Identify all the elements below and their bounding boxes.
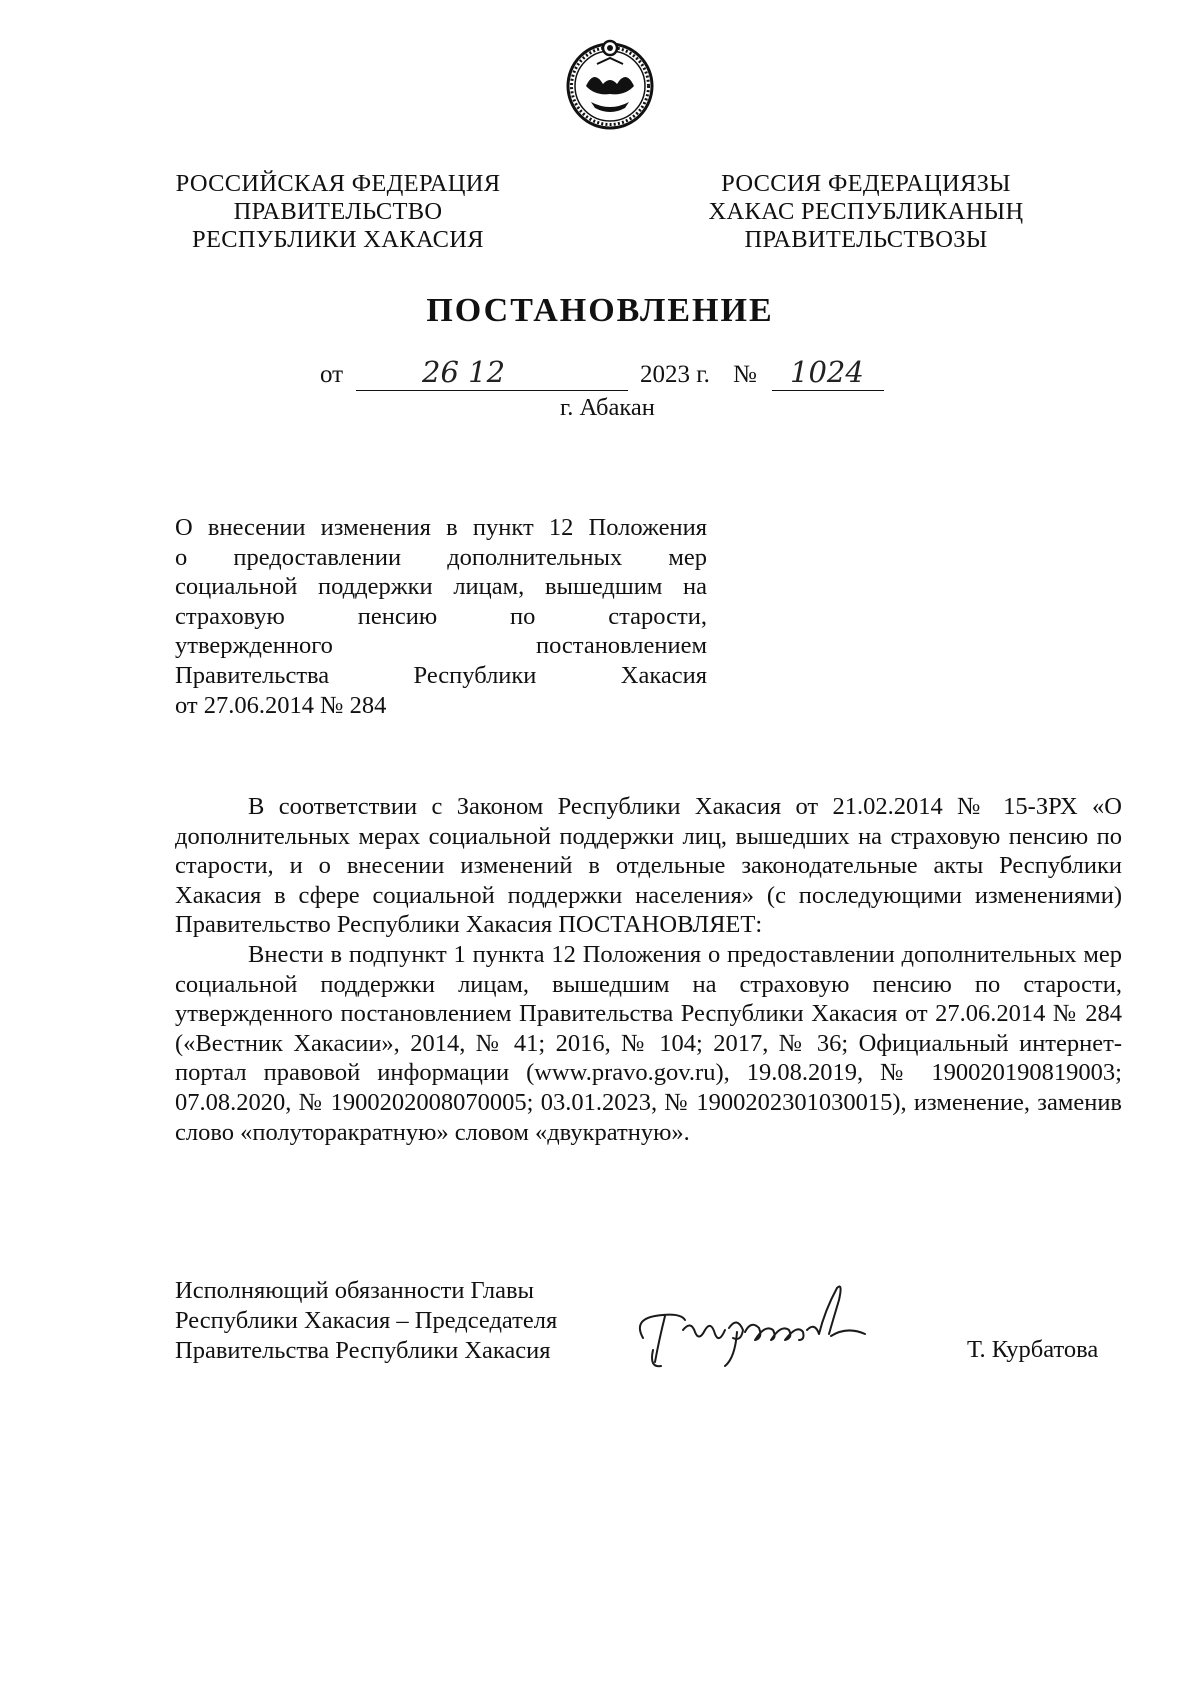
document-type-title: ПОСТАНОВЛЕНИЕ — [426, 292, 774, 329]
signatory-name: Т. Курбатова — [967, 1336, 1099, 1363]
subject-line: О внесении изменения в пункт 12 Положения — [175, 514, 707, 541]
subject-line: страховую пенсию по старости, — [175, 602, 707, 630]
number-underline — [772, 390, 884, 391]
header-right-line: ХАКАС РЕСПУБЛИКАНЫҢ — [708, 198, 1024, 225]
subject-line: от 27.06.2014 № 284 — [175, 691, 387, 719]
header-left-line: РЕСПУБЛИКИ ХАКАСИЯ — [192, 226, 484, 253]
header-right-khakas — [696, 170, 1036, 254]
subject-line: утвержденного постановлением — [175, 632, 707, 660]
subject-block — [175, 513, 707, 720]
date-prefix: от — [320, 361, 344, 388]
coat-of-arms-emblem — [563, 34, 657, 132]
handwritten-signature — [625, 1280, 895, 1380]
body-paragraph: В соответствии с Законом Республики Хакасия от 21.02.2014 № 15-ЗРХ «О дополнительных мерах социальной поддержки лиц, вышедших на страховую пенсию по старости, и о внесении изменений в отдельные законодательные акты Республики Хакасия в сфере социальной поддержки населения» (с последующими изменениями) Правительство Республики Хакасия ПОСТАНОВЛЯЕТ: — [175, 793, 1122, 939]
subject-line: Правительства Республики Хакасия — [175, 661, 707, 689]
header-left-line: РОССИЙСКАЯ ФЕДЕРАЦИЯ — [175, 170, 501, 197]
header-right-line: ПРАВИТЕЛЬСТВОЗЫ — [744, 226, 988, 253]
subject-line: социальной поддержки лицам, вышедшим на — [175, 573, 707, 601]
header-left-ru — [168, 170, 508, 254]
city: г. Абакан — [560, 394, 655, 421]
signatory-position-line: Республики Хакасия – Председателя — [175, 1307, 558, 1334]
body-paragraph: Внести в подпункт 1 пункта 12 Положения о предоставлении дополнительных мер социальной поддержки лицам, вышедшим на страховую пенсию по старости, утвержденного постановлением Правительства Республики Хакасия от 27.06.2014 № 284 («Вестник Хакасии», 2014, № 41; 2016, № 104; 2017, № 36; Официальный интернет-портал правовой информации (www.pravo.gov.ru), 19.08.2019, № 190020190819003; 07.08.2020, № 1900202008070005; 03.01.2023, № 1900202301030015), изменение, заменив слово «полуторакратную» словом «двукратную». — [175, 940, 1122, 1146]
body-text — [175, 792, 1122, 1147]
header-left-line: ПРАВИТЕЛЬСТВО — [233, 198, 443, 225]
number-sign: № — [733, 361, 757, 388]
handwritten-number: 1024 — [790, 355, 864, 389]
handwritten-date: 26 12 — [422, 355, 506, 389]
header-right-line: РОССИЯ ФЕДЕРАЦИЯЗЫ — [721, 170, 1011, 197]
signatory-position-line: Исполняющий обязанности Главы — [175, 1277, 535, 1304]
subject-line: о предоставлении дополнительных мер — [175, 543, 707, 571]
date-underline — [356, 390, 628, 391]
date-year: 2023 г. — [640, 361, 710, 388]
signatory-position — [175, 1276, 557, 1366]
signatory-position-line: Правительства Республики Хакасия — [175, 1337, 551, 1364]
